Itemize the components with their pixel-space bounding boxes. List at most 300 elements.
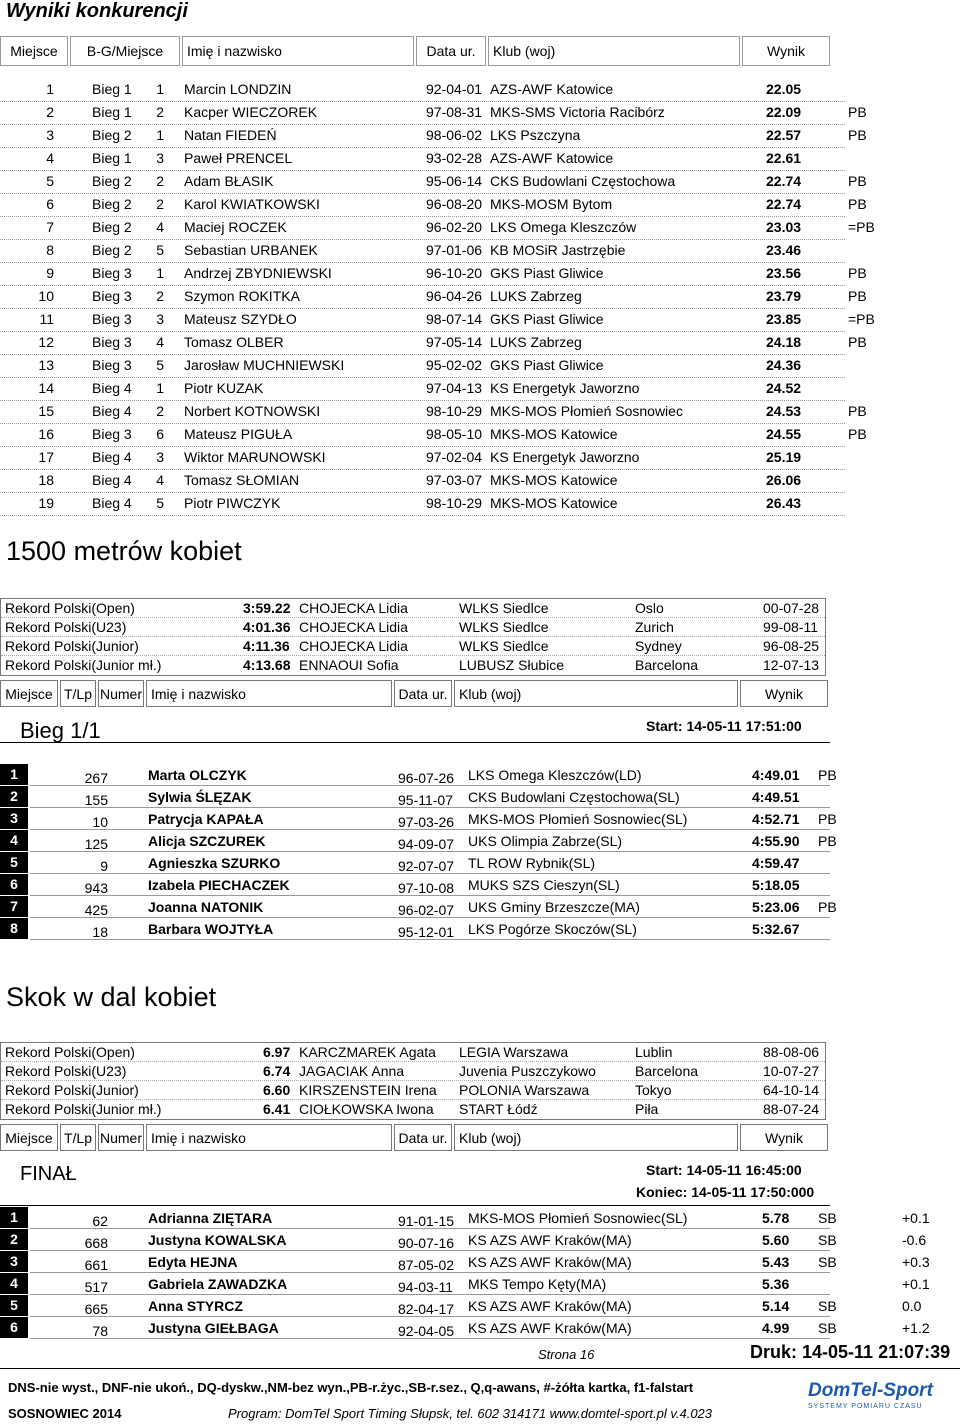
dob-cell: 97-03-26 xyxy=(398,814,455,830)
name-cell: Tomasz SŁOMIAN xyxy=(184,472,300,488)
name-cell: Sebastian URBANEK xyxy=(184,242,318,258)
record-venue: Barcelona xyxy=(635,1063,699,1079)
header-result: Wynik xyxy=(740,680,828,707)
club-cell: KB MOSiR Jastrzębie xyxy=(490,242,626,258)
record-label: Rekord Polski(Junior) xyxy=(5,638,139,654)
club-cell: MKS-MOS Katowice xyxy=(490,426,618,442)
wind-cell: +0.3 xyxy=(902,1254,930,1270)
header-name: Imię i nazwisko xyxy=(146,680,392,707)
heat-place-cell: 1 xyxy=(156,265,164,281)
table-row xyxy=(0,102,960,125)
place-badge: 1 xyxy=(0,1207,28,1228)
table-row xyxy=(0,874,960,896)
place-badge: 6 xyxy=(0,874,28,895)
table-row xyxy=(0,355,960,378)
place-badge: 4 xyxy=(0,830,28,851)
heat-cell: Bieg 3 xyxy=(92,265,132,281)
place-cell: 4 xyxy=(46,150,54,166)
place-cell: 9 xyxy=(46,265,54,281)
result-cell: 22.74 xyxy=(766,173,802,189)
table-row xyxy=(0,830,960,852)
record-label: Rekord Polski(Open) xyxy=(5,600,135,616)
record-holder: JAGACIAK Anna xyxy=(299,1063,405,1079)
name-cell: Edyta HEJNA xyxy=(148,1254,238,1270)
header-dob: Data ur. xyxy=(394,680,452,707)
club-cell: MKS-MOS Płomień Sosnowiec(SL) xyxy=(468,811,688,827)
bib-cell: 125 xyxy=(84,836,108,852)
record-date: 00-07-28 xyxy=(763,600,820,616)
place-cell: 7 xyxy=(46,219,54,235)
name-cell: Norbert KOTNOWSKI xyxy=(184,403,321,419)
place-badge: 2 xyxy=(0,786,28,807)
place-cell: 6 xyxy=(46,196,54,212)
bib-cell: 517 xyxy=(84,1279,108,1295)
dob-cell: 97-05-14 xyxy=(426,334,483,350)
table-row xyxy=(0,447,960,470)
record-venue: Tokyo xyxy=(635,1082,672,1098)
dob-cell: 91-01-15 xyxy=(398,1213,455,1229)
note-cell: PB xyxy=(848,334,867,350)
name-cell: Jarosław MUCHNIEWSKI xyxy=(184,357,345,373)
dob-cell: 92-04-05 xyxy=(398,1323,455,1339)
place-badge: 7 xyxy=(0,896,28,917)
record-club: Juvenia Puszczykowo xyxy=(459,1063,596,1079)
table-row xyxy=(0,286,960,309)
record-row xyxy=(1,637,825,656)
dob-cell: 96-04-26 xyxy=(426,288,483,304)
result-cell: 23.79 xyxy=(766,288,802,304)
row-divider xyxy=(30,1338,830,1339)
dob-cell: 98-10-29 xyxy=(426,403,483,419)
name-cell: Adrianna ZIĘTARA xyxy=(148,1210,273,1226)
table-row xyxy=(0,332,960,355)
note-cell: PB xyxy=(848,127,867,143)
result-cell: 5:18.05 xyxy=(752,877,800,893)
heat-cell: Bieg 2 xyxy=(92,173,132,189)
record-holder: ENNAOUI Sofia xyxy=(299,657,399,673)
record-venue: Sydney xyxy=(635,638,682,654)
records-table-1500m xyxy=(0,598,826,676)
section-title-1500m: 1500 metrów kobiet xyxy=(6,536,242,566)
header-club: Klub (woj) xyxy=(454,1124,738,1151)
table-row xyxy=(0,79,960,102)
result-cell: 24.55 xyxy=(766,426,802,442)
heat-place-cell: 5 xyxy=(156,495,164,511)
heat-place-cell: 2 xyxy=(156,403,164,419)
result-cell: 25.19 xyxy=(766,449,802,465)
header-bib: Numer xyxy=(98,1124,144,1151)
note-cell: PB xyxy=(818,811,837,827)
wind-cell: +0.1 xyxy=(902,1210,930,1226)
wind-cell: +0.1 xyxy=(902,1276,930,1292)
table-row xyxy=(0,470,960,493)
header-lane: T/Lp xyxy=(60,680,96,707)
heat-cell: Bieg 4 xyxy=(92,449,132,465)
heat-place-cell: 5 xyxy=(156,357,164,373)
name-cell: Andrzej ZBYDNIEWSKI xyxy=(184,265,332,281)
header-name: Imię i nazwisko xyxy=(146,1124,392,1151)
name-cell: Wiktor MARUNOWSKI xyxy=(184,449,326,465)
header-place: Miejsce xyxy=(0,36,68,66)
header-result: Wynik xyxy=(742,36,830,66)
table-row xyxy=(0,125,960,148)
heat-place-cell: 4 xyxy=(156,334,164,350)
results-header-long-jump xyxy=(0,1124,960,1151)
heat-cell: Bieg 1 xyxy=(92,104,132,120)
place-cell: 2 xyxy=(46,104,54,120)
record-result: 4:01.36 xyxy=(243,619,291,635)
heat-place-cell: 4 xyxy=(156,219,164,235)
club-cell: KS AZS AWF Kraków(MA) xyxy=(468,1232,632,1248)
heat-cell: Bieg 4 xyxy=(92,403,132,419)
heat-cell: Bieg 2 xyxy=(92,219,132,235)
end-time-long-jump: Koniec: 14-05-11 17:50:000 xyxy=(636,1184,815,1200)
place-cell: 11 xyxy=(39,311,54,327)
dob-cell: 94-09-07 xyxy=(398,836,455,852)
dob-cell: 98-07-14 xyxy=(426,311,483,327)
club-cell: UKS Olimpia Zabrze(SL) xyxy=(468,833,623,849)
place-cell: 10 xyxy=(38,288,54,304)
table-row xyxy=(0,378,960,401)
note-cell: SB xyxy=(818,1320,837,1336)
section-title-long-jump: Skok w dal kobiet xyxy=(6,982,217,1012)
name-cell: Karol KWIATKOWSKI xyxy=(184,196,320,212)
place-cell: 1 xyxy=(46,81,54,97)
start-time-long-jump: Start: 14-05-11 16:45:00 xyxy=(646,1162,802,1178)
place-cell: 8 xyxy=(46,242,54,258)
dob-cell: 97-02-04 xyxy=(426,449,483,465)
place-cell: 17 xyxy=(38,449,54,465)
result-cell: 24.18 xyxy=(766,334,802,350)
table-row xyxy=(0,1229,960,1251)
note-cell: PB xyxy=(848,104,867,120)
header-name: Imię i nazwisko xyxy=(182,36,414,66)
result-cell: 24.36 xyxy=(766,357,802,373)
note-cell: PB xyxy=(848,288,867,304)
wind-cell: 0.0 xyxy=(902,1298,922,1314)
note-cell: =PB xyxy=(848,219,875,235)
name-cell: Gabriela ZAWADZKA xyxy=(148,1276,288,1292)
record-row xyxy=(1,1100,825,1119)
name-cell: Piotr KUZAK xyxy=(184,380,264,396)
bib-cell: 267 xyxy=(84,770,108,786)
heat-place-cell: 2 xyxy=(156,104,164,120)
note-cell: PB xyxy=(848,426,867,442)
table-row xyxy=(0,1251,960,1273)
bib-cell: 9 xyxy=(100,858,108,874)
name-cell: Anna STYRCZ xyxy=(148,1298,243,1314)
header-dob: Data ur. xyxy=(416,36,486,66)
table-row xyxy=(0,194,960,217)
club-cell: KS AZS AWF Kraków(MA) xyxy=(468,1298,632,1314)
name-cell: Adam BŁASIK xyxy=(184,173,274,189)
table-row xyxy=(0,764,960,786)
record-row xyxy=(1,656,825,675)
record-label: Rekord Polski(U23) xyxy=(5,619,127,635)
wind-cell: -0.6 xyxy=(902,1232,927,1248)
header-dob: Data ur. xyxy=(394,1124,452,1151)
bib-cell: 155 xyxy=(84,792,108,808)
record-result: 6.41 xyxy=(263,1101,291,1117)
club-cell: LUKS Zabrzeg xyxy=(490,334,582,350)
heat-cell: Bieg 4 xyxy=(92,380,132,396)
note-cell: PB xyxy=(848,265,867,281)
result-cell: 5.60 xyxy=(762,1232,790,1248)
note-cell: SB xyxy=(818,1210,837,1226)
note-cell: PB xyxy=(818,767,837,783)
record-result: 6.60 xyxy=(263,1082,291,1098)
dob-cell: 97-03-07 xyxy=(426,472,483,488)
heat-place-cell: 5 xyxy=(156,242,164,258)
club-cell: MUKS SZS Cieszyn(SL) xyxy=(468,877,620,893)
note-cell: PB xyxy=(818,899,837,915)
record-club: POLONIA Warszawa xyxy=(459,1082,590,1098)
result-cell: 22.57 xyxy=(766,127,802,143)
table-row xyxy=(0,171,960,194)
header-lane: T/Lp xyxy=(60,1124,96,1151)
record-date: 10-07-27 xyxy=(763,1063,820,1079)
heat-title-1500m: Bieg 1/1 xyxy=(20,718,101,743)
result-cell: 23.03 xyxy=(766,219,802,235)
club-cell: LKS Pszczyna xyxy=(490,127,581,143)
logo-text: DomTel-Sport xyxy=(808,1380,933,1401)
note-cell: PB xyxy=(848,403,867,419)
record-date: 96-08-25 xyxy=(763,638,820,654)
record-holder: KARCZMAREK Agata xyxy=(299,1044,436,1060)
name-cell: Marcin LONDZIN xyxy=(184,81,292,97)
record-result: 4:13.68 xyxy=(243,657,291,673)
place-cell: 14 xyxy=(38,380,54,396)
record-venue: Zurich xyxy=(635,619,674,635)
results-header-1500m xyxy=(0,680,960,707)
table-row xyxy=(0,896,960,918)
table-row xyxy=(0,852,960,874)
record-date: 99-08-11 xyxy=(763,619,819,635)
result-cell: 5.14 xyxy=(762,1298,790,1314)
result-cell: 24.52 xyxy=(766,380,802,396)
note-cell: PB xyxy=(818,833,837,849)
club-cell: LKS Omega Kleszczów xyxy=(490,219,637,235)
place-badge: 1 xyxy=(0,764,28,785)
club-cell: CKS Budowlani Częstochowa(SL) xyxy=(468,789,680,805)
header-club: Klub (woj) xyxy=(488,36,740,66)
place-cell: 13 xyxy=(38,357,54,373)
heat-cell: Bieg 3 xyxy=(92,357,132,373)
name-cell: Mateusz PIGUŁA xyxy=(184,426,293,442)
name-cell: Patrycja KAPAŁA xyxy=(148,811,264,827)
place-cell: 16 xyxy=(38,426,54,442)
note-cell: PB xyxy=(848,196,867,212)
result-cell: 22.61 xyxy=(766,150,802,166)
dob-cell: 96-07-26 xyxy=(398,770,455,786)
table-row xyxy=(0,309,960,332)
table-row xyxy=(0,1273,960,1295)
note-cell: SB xyxy=(818,1254,837,1270)
club-cell: GKS Piast Gliwice xyxy=(490,357,604,373)
wind-cell: +1.2 xyxy=(902,1320,930,1336)
header-place: Miejsce xyxy=(0,680,58,707)
heat-place-cell: 3 xyxy=(156,311,164,327)
place-cell: 12 xyxy=(38,334,54,350)
venue-text: SOSNOWIEC 2014 xyxy=(8,1406,122,1421)
heat-place-cell: 2 xyxy=(156,288,164,304)
result-cell: 23.56 xyxy=(766,265,802,281)
record-holder: CIOŁKOWSKA Iwona xyxy=(299,1101,434,1117)
result-cell: 4:49.01 xyxy=(752,767,800,783)
club-cell: KS Energetyk Jaworzno xyxy=(490,449,640,465)
place-cell: 15 xyxy=(38,403,54,419)
header-result: Wynik xyxy=(740,1124,828,1151)
name-cell: Natan FIEDEŃ xyxy=(184,127,277,143)
club-cell: KS AZS AWF Kraków(MA) xyxy=(468,1320,632,1336)
table-row xyxy=(0,918,960,940)
club-cell: KS AZS AWF Kraków(MA) xyxy=(468,1254,632,1270)
result-cell: 22.09 xyxy=(766,104,802,120)
name-cell: Marta OLCZYK xyxy=(148,767,247,783)
name-cell: Sylwia ŚLĘZAK xyxy=(148,789,252,805)
record-venue: Lublin xyxy=(635,1044,673,1060)
dob-cell: 96-02-20 xyxy=(426,219,483,235)
record-holder: KIRSZENSTEIN Irena xyxy=(299,1082,437,1098)
name-cell: Paweł PRENCEL xyxy=(184,150,293,166)
place-cell: 19 xyxy=(38,495,54,511)
record-club: WLKS Siedlce xyxy=(459,638,549,654)
dob-cell: 93-02-28 xyxy=(426,150,483,166)
heat-cell: Bieg 1 xyxy=(92,81,132,97)
result-cell: 5.36 xyxy=(762,1276,790,1292)
dob-cell: 92-07-07 xyxy=(398,858,455,874)
place-badge: 8 xyxy=(0,918,28,939)
dob-cell: 98-06-02 xyxy=(426,127,483,143)
name-cell: Szymon ROKITKA xyxy=(184,288,300,304)
bib-cell: 943 xyxy=(84,880,108,896)
dob-cell: 95-12-01 xyxy=(398,924,455,940)
dob-cell: 96-10-20 xyxy=(426,265,483,281)
record-row xyxy=(1,599,825,618)
table-row xyxy=(0,1295,960,1317)
result-cell: 4:59.47 xyxy=(752,855,800,871)
result-cell: 4:55.90 xyxy=(752,833,800,849)
record-holder: CHOJECKA Lidia xyxy=(299,600,408,616)
name-cell: Tomasz OLBER xyxy=(184,334,284,350)
bib-cell: 10 xyxy=(92,814,108,830)
dob-cell: 94-03-11 xyxy=(398,1279,454,1295)
club-cell: MKS-MOS Płomień Sosnowiec(SL) xyxy=(468,1210,688,1226)
record-label: Rekord Polski(Open) xyxy=(5,1044,135,1060)
dob-cell: 95-06-14 xyxy=(426,173,483,189)
club-cell: LKS Omega Kleszczów(LD) xyxy=(468,767,642,783)
club-cell: CKS Budowlani Częstochowa xyxy=(490,173,676,189)
bib-cell: 78 xyxy=(92,1323,108,1339)
table-row xyxy=(0,808,960,830)
heat-cell: Bieg 4 xyxy=(92,495,132,511)
header-club: Klub (woj) xyxy=(454,680,738,707)
heat-place-cell: 1 xyxy=(156,380,164,396)
record-venue: Barcelona xyxy=(635,657,699,673)
dob-cell: 97-04-13 xyxy=(426,380,483,396)
bib-cell: 661 xyxy=(84,1257,108,1273)
table-row xyxy=(0,401,960,424)
heat-cell: Bieg 2 xyxy=(92,242,132,258)
place-cell: 18 xyxy=(38,472,54,488)
result-cell: 5.78 xyxy=(762,1210,790,1226)
club-cell: MKS-MOS Płomień Sosnowiec xyxy=(490,403,683,419)
club-cell: AZS-AWF Katowice xyxy=(490,150,614,166)
page-title: Wyniki konkurencji xyxy=(6,0,188,22)
domtel-logo xyxy=(808,1380,948,1416)
club-cell: MKS-MOS Katowice xyxy=(490,495,618,511)
table-row xyxy=(0,263,960,286)
record-label: Rekord Polski(Junior mł.) xyxy=(5,657,162,673)
club-cell: UKS Gminy Brzeszcze(MA) xyxy=(468,899,640,915)
dob-cell: 90-07-16 xyxy=(398,1235,455,1251)
header-heat: B-G/Miejsce xyxy=(70,36,180,66)
club-cell: MKS-MOS Katowice xyxy=(490,472,618,488)
name-cell: Justyna GIEŁBAGA xyxy=(148,1320,279,1336)
dob-cell: 96-02-07 xyxy=(398,902,455,918)
dob-cell: 97-08-31 xyxy=(426,104,483,120)
bib-cell: 668 xyxy=(84,1235,108,1251)
record-holder: CHOJECKA Lidia xyxy=(299,638,408,654)
record-result: 3:59.22 xyxy=(243,600,291,616)
result-cell: 23.46 xyxy=(766,242,802,258)
record-row xyxy=(1,1062,825,1081)
name-cell: Piotr PIWCZYK xyxy=(184,495,281,511)
name-cell: Agnieszka SZURKO xyxy=(148,855,281,871)
bib-cell: 425 xyxy=(84,902,108,918)
header-bib: Numer xyxy=(98,680,144,707)
print-time: Druk: 14-05-11 21:07:39 xyxy=(750,1342,951,1362)
note-cell: =PB xyxy=(848,311,875,327)
record-result: 6.74 xyxy=(263,1063,291,1079)
club-cell: TL ROW Rybnik(SL) xyxy=(468,855,596,871)
place-cell: 3 xyxy=(46,127,54,143)
bib-cell: 18 xyxy=(92,924,108,940)
name-cell: Justyna KOWALSKA xyxy=(148,1232,287,1248)
heat-place-cell: 6 xyxy=(156,426,164,442)
row-divider xyxy=(30,939,830,940)
table-row xyxy=(0,148,960,171)
heat-cell: Bieg 2 xyxy=(92,196,132,212)
club-cell: AZS-AWF Katowice xyxy=(490,81,614,97)
result-cell: 26.43 xyxy=(766,495,802,511)
dob-cell: 95-02-02 xyxy=(426,357,483,373)
place-badge: 2 xyxy=(0,1229,28,1250)
result-cell: 4.99 xyxy=(762,1320,790,1336)
place-badge: 6 xyxy=(0,1317,28,1338)
record-club: WLKS Siedlce xyxy=(459,619,549,635)
club-cell: KS Energetyk Jaworzno xyxy=(490,380,640,396)
record-date: 64-10-14 xyxy=(763,1082,820,1098)
start-time-1500m: Start: 14-05-11 17:51:00 xyxy=(646,718,802,734)
record-date: 88-07-24 xyxy=(763,1101,820,1117)
result-cell: 22.74 xyxy=(766,196,802,212)
result-cell: 24.53 xyxy=(766,403,802,419)
result-cell: 23.85 xyxy=(766,311,802,327)
heat-place-cell: 1 xyxy=(156,81,164,97)
table-row xyxy=(0,1317,960,1339)
heat-place-cell: 3 xyxy=(156,449,164,465)
dob-cell: 87-05-02 xyxy=(398,1257,455,1273)
record-result: 6.97 xyxy=(263,1044,291,1060)
result-cell: 4:52.71 xyxy=(752,811,800,827)
heat-title-long-jump: FINAŁ xyxy=(20,1163,77,1185)
heat-cell: Bieg 3 xyxy=(92,334,132,350)
place-badge: 5 xyxy=(0,1295,28,1316)
bib-cell: 62 xyxy=(92,1213,108,1229)
table-row xyxy=(0,786,960,808)
dob-cell: 97-01-06 xyxy=(426,242,483,258)
